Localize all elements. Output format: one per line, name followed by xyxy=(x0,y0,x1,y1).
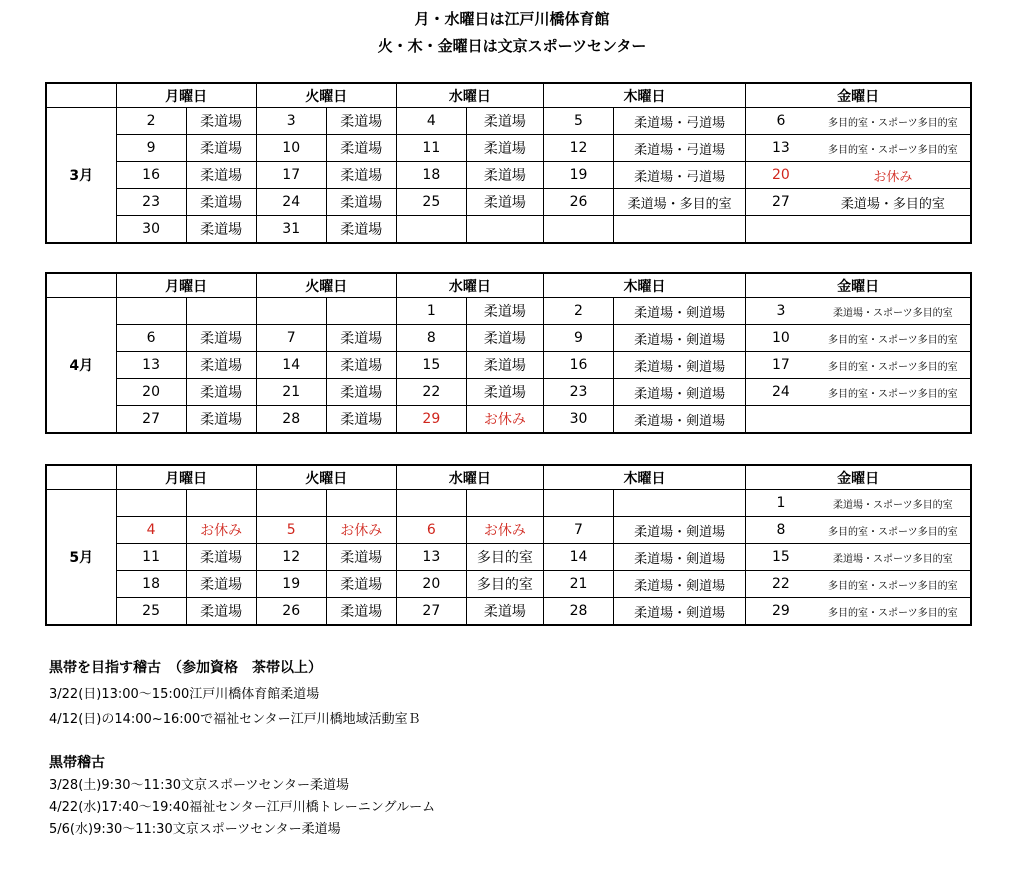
facility-cell: 柔道場・多目的室 xyxy=(816,189,971,216)
facility-cell: 柔道場 xyxy=(466,325,543,352)
day-cell: 3 xyxy=(746,298,816,325)
facility-cell: 柔道場・剣道場 xyxy=(614,379,746,406)
section1-title: 黒帯を目指す稽古 （参加資格 茶帯以上） xyxy=(49,660,322,676)
facility-cell: 柔道場 xyxy=(326,352,396,379)
facility-cell: 柔道場・剣道場 xyxy=(614,571,746,598)
facility-cell: 柔道場・剣道場 xyxy=(614,544,746,571)
facility-cell: 柔道場 xyxy=(326,571,396,598)
facility-cell: 多目的室・スポーツ多目的室 xyxy=(816,571,971,598)
facility-cell: 柔道場・弓道場 xyxy=(614,108,746,135)
day-cell: 5 xyxy=(256,517,326,544)
facility-cell: 柔道場 xyxy=(186,189,256,216)
day-cell: 17 xyxy=(256,162,326,189)
day-cell: 27 xyxy=(746,189,816,216)
section1-line: 3/22(日)13:00～15:00江戸川橋体育館柔道場 xyxy=(49,687,320,702)
facility-cell: 柔道場・剣道場 xyxy=(614,517,746,544)
weekday-header: 水曜日 xyxy=(396,465,543,490)
facility-cell xyxy=(326,298,396,325)
day-cell: 22 xyxy=(746,571,816,598)
weekday-header: 月曜日 xyxy=(116,465,256,490)
facility-cell: 多目的室 xyxy=(466,544,543,571)
facility-cell: 柔道場・剣道場 xyxy=(614,598,746,626)
day-cell xyxy=(116,298,186,325)
facility-cell: 柔道場・スポーツ多目的室 xyxy=(816,490,971,517)
facility-cell: 多目的室・スポーツ多目的室 xyxy=(816,598,971,626)
facility-cell: 柔道場・剣道場 xyxy=(614,352,746,379)
weekday-header: 月曜日 xyxy=(116,83,256,108)
day-cell: 15 xyxy=(396,352,466,379)
weekday-header: 木曜日 xyxy=(543,83,745,108)
table-row xyxy=(46,325,971,352)
facility-cell: 柔道場・剣道場 xyxy=(614,406,746,434)
day-cell: 20 xyxy=(396,571,466,598)
facility-cell xyxy=(614,490,746,517)
table-row xyxy=(46,544,971,571)
facility-cell: 多目的室・スポーツ多目的室 xyxy=(816,379,971,406)
day-cell xyxy=(746,406,816,434)
day-cell: 24 xyxy=(256,189,326,216)
day-cell: 16 xyxy=(543,352,613,379)
day-cell: 4 xyxy=(396,108,466,135)
weekday-header: 火曜日 xyxy=(256,83,396,108)
facility-cell xyxy=(816,406,971,434)
schedule-table-april xyxy=(45,272,972,434)
day-cell: 26 xyxy=(543,189,613,216)
facility-cell: 柔道場・剣道場 xyxy=(614,325,746,352)
day-cell: 29 xyxy=(746,598,816,626)
day-cell xyxy=(543,216,613,244)
facility-cell: 多目的室・スポーツ多目的室 xyxy=(816,517,971,544)
notes-section xyxy=(49,661,435,836)
facility-cell: 柔道場 xyxy=(326,135,396,162)
table-row xyxy=(46,216,971,244)
facility-cell: 柔道場 xyxy=(186,162,256,189)
facility-cell: 柔道場 xyxy=(466,162,543,189)
facility-cell: 柔道場 xyxy=(326,544,396,571)
facility-cell: 柔道場・多目的室 xyxy=(614,189,746,216)
weekday-header: 水曜日 xyxy=(396,83,543,108)
day-cell: 26 xyxy=(256,598,326,626)
header-blank-cell xyxy=(46,465,116,490)
facility-cell: 柔道場 xyxy=(466,189,543,216)
facility-cell: 柔道場・スポーツ多目的室 xyxy=(816,544,971,571)
day-cell: 16 xyxy=(116,162,186,189)
header-title-gym: 月・水曜日は江戸川橋体育館 xyxy=(414,10,610,28)
day-cell: 21 xyxy=(256,379,326,406)
day-cell xyxy=(746,216,816,244)
facility-cell: 柔道場 xyxy=(186,135,256,162)
day-cell xyxy=(256,490,326,517)
day-cell: 6 xyxy=(396,517,466,544)
weekday-header: 月曜日 xyxy=(116,273,256,298)
day-cell: 13 xyxy=(116,352,186,379)
day-cell: 12 xyxy=(256,544,326,571)
facility-cell: 柔道場 xyxy=(186,216,256,244)
facility-cell: 柔道場・弓道場 xyxy=(614,135,746,162)
header-blank-cell xyxy=(46,83,116,108)
day-cell xyxy=(396,490,466,517)
facility-cell: 柔道場 xyxy=(326,406,396,434)
facility-cell xyxy=(614,216,746,244)
section1-line: 4/12(日)の14:00~16:00で福祉センター江戸川橋地域活動室Ｂ xyxy=(49,712,421,727)
day-cell: 10 xyxy=(256,135,326,162)
facility-cell: 多目的室・スポーツ多目的室 xyxy=(816,135,971,162)
table-row xyxy=(46,108,971,135)
facility-cell: 柔道場 xyxy=(466,298,543,325)
facility-cell: お休み xyxy=(466,406,543,434)
day-cell: 28 xyxy=(543,598,613,626)
day-cell xyxy=(396,216,466,244)
facility-cell: 柔道場 xyxy=(186,598,256,626)
facility-cell: 柔道場 xyxy=(326,108,396,135)
day-cell: 31 xyxy=(256,216,326,244)
facility-cell: 柔道場 xyxy=(186,406,256,434)
day-cell: 11 xyxy=(116,544,186,571)
day-cell: 25 xyxy=(116,598,186,626)
schedule-table-may xyxy=(45,464,972,626)
day-cell xyxy=(116,490,186,517)
day-cell: 23 xyxy=(116,189,186,216)
weekday-header: 金曜日 xyxy=(746,83,971,108)
day-cell: 14 xyxy=(256,352,326,379)
facility-cell: 柔道場 xyxy=(326,189,396,216)
day-cell: 7 xyxy=(543,517,613,544)
facility-cell xyxy=(816,216,971,244)
facility-cell: 多目的室・スポーツ多目的室 xyxy=(816,352,971,379)
facility-cell xyxy=(466,216,543,244)
section2-line: 4/22(水)17:40～19:40福祉センター江戸川橋トレーニングルーム xyxy=(49,800,436,815)
weekday-header: 木曜日 xyxy=(543,273,745,298)
facility-cell: 柔道場・スポーツ多目的室 xyxy=(816,298,971,325)
weekday-header: 金曜日 xyxy=(746,273,971,298)
facility-cell: 柔道場 xyxy=(186,544,256,571)
weekday-header: 水曜日 xyxy=(396,273,543,298)
facility-cell: 柔道場 xyxy=(326,216,396,244)
day-cell xyxy=(543,490,613,517)
weekday-header: 火曜日 xyxy=(256,273,396,298)
day-cell: 24 xyxy=(746,379,816,406)
day-cell: 22 xyxy=(396,379,466,406)
day-cell: 3 xyxy=(256,108,326,135)
facility-cell: 柔道場 xyxy=(326,598,396,626)
header-title-sports-center: 火・木・金曜日は文京スポーツセンター xyxy=(377,37,647,55)
facility-cell: 柔道場 xyxy=(326,379,396,406)
table-row xyxy=(46,379,971,406)
facility-cell: 柔道場 xyxy=(186,108,256,135)
month-label: 5月 xyxy=(46,490,116,626)
table-row xyxy=(46,189,971,216)
facility-cell: 柔道場 xyxy=(466,379,543,406)
section2-title: 黒帯稽古 xyxy=(49,755,105,771)
facility-cell: お休み xyxy=(186,517,256,544)
day-cell: 25 xyxy=(396,189,466,216)
day-cell: 18 xyxy=(396,162,466,189)
day-cell: 9 xyxy=(543,325,613,352)
facility-cell: 柔道場 xyxy=(186,325,256,352)
day-cell: 9 xyxy=(116,135,186,162)
facility-cell: 多目的室・スポーツ多目的室 xyxy=(816,108,971,135)
facility-cell: お休み xyxy=(816,162,971,189)
facility-cell: お休み xyxy=(326,517,396,544)
facility-cell: 柔道場・剣道場 xyxy=(614,298,746,325)
facility-cell xyxy=(466,490,543,517)
section2-line: 3/28(土)9:30～11:30文京スポーツセンター柔道場 xyxy=(49,778,349,793)
day-cell: 1 xyxy=(396,298,466,325)
table-row xyxy=(46,571,971,598)
day-cell: 6 xyxy=(116,325,186,352)
facility-cell xyxy=(186,298,256,325)
day-cell: 30 xyxy=(543,406,613,434)
facility-cell: 柔道場 xyxy=(466,352,543,379)
day-cell: 4 xyxy=(116,517,186,544)
day-cell: 2 xyxy=(543,298,613,325)
day-cell: 30 xyxy=(116,216,186,244)
day-cell: 13 xyxy=(746,135,816,162)
weekday-header: 金曜日 xyxy=(746,465,971,490)
day-cell: 23 xyxy=(543,379,613,406)
facility-cell: 柔道場 xyxy=(186,571,256,598)
day-cell: 19 xyxy=(256,571,326,598)
day-cell: 17 xyxy=(746,352,816,379)
day-cell: 20 xyxy=(116,379,186,406)
day-cell: 10 xyxy=(746,325,816,352)
day-cell: 2 xyxy=(116,108,186,135)
facility-cell xyxy=(186,490,256,517)
day-cell: 8 xyxy=(746,517,816,544)
facility-cell: 柔道場 xyxy=(326,162,396,189)
facility-cell: 柔道場 xyxy=(466,135,543,162)
table-row xyxy=(46,135,971,162)
month-label: 3月 xyxy=(46,108,116,244)
day-cell: 20 xyxy=(746,162,816,189)
facility-cell: 柔道場 xyxy=(466,598,543,626)
day-cell: 29 xyxy=(396,406,466,434)
day-cell: 18 xyxy=(116,571,186,598)
header-blank-cell xyxy=(46,273,116,298)
day-cell: 6 xyxy=(746,108,816,135)
table-row xyxy=(46,162,971,189)
weekday-header: 木曜日 xyxy=(543,465,745,490)
schedule-table-march xyxy=(45,82,972,244)
section2-line: 5/6(水)9:30～11:30文京スポーツセンター柔道場 xyxy=(49,822,341,837)
day-cell: 7 xyxy=(256,325,326,352)
day-cell: 28 xyxy=(256,406,326,434)
day-cell: 19 xyxy=(543,162,613,189)
day-cell: 21 xyxy=(543,571,613,598)
table-row xyxy=(46,352,971,379)
day-cell: 8 xyxy=(396,325,466,352)
table-row xyxy=(46,517,971,544)
facility-cell: 柔道場 xyxy=(326,325,396,352)
table-row xyxy=(46,598,971,626)
day-cell: 5 xyxy=(543,108,613,135)
table-row xyxy=(46,490,971,517)
facility-cell: 柔道場 xyxy=(186,379,256,406)
day-cell: 14 xyxy=(543,544,613,571)
facility-cell: 柔道場 xyxy=(466,108,543,135)
table-row xyxy=(46,298,971,325)
facility-cell: 多目的室 xyxy=(466,571,543,598)
facility-cell: 柔道場・弓道場 xyxy=(614,162,746,189)
day-cell: 13 xyxy=(396,544,466,571)
weekday-header: 火曜日 xyxy=(256,465,396,490)
facility-cell: 多目的室・スポーツ多目的室 xyxy=(816,325,971,352)
month-label: 4月 xyxy=(46,298,116,434)
day-cell: 27 xyxy=(116,406,186,434)
day-cell: 1 xyxy=(746,490,816,517)
facility-cell xyxy=(326,490,396,517)
day-cell: 11 xyxy=(396,135,466,162)
day-cell: 12 xyxy=(543,135,613,162)
table-row xyxy=(46,406,971,434)
day-cell xyxy=(256,298,326,325)
facility-cell: 柔道場 xyxy=(186,352,256,379)
day-cell: 27 xyxy=(396,598,466,626)
facility-cell: お休み xyxy=(466,517,543,544)
day-cell: 15 xyxy=(746,544,816,571)
